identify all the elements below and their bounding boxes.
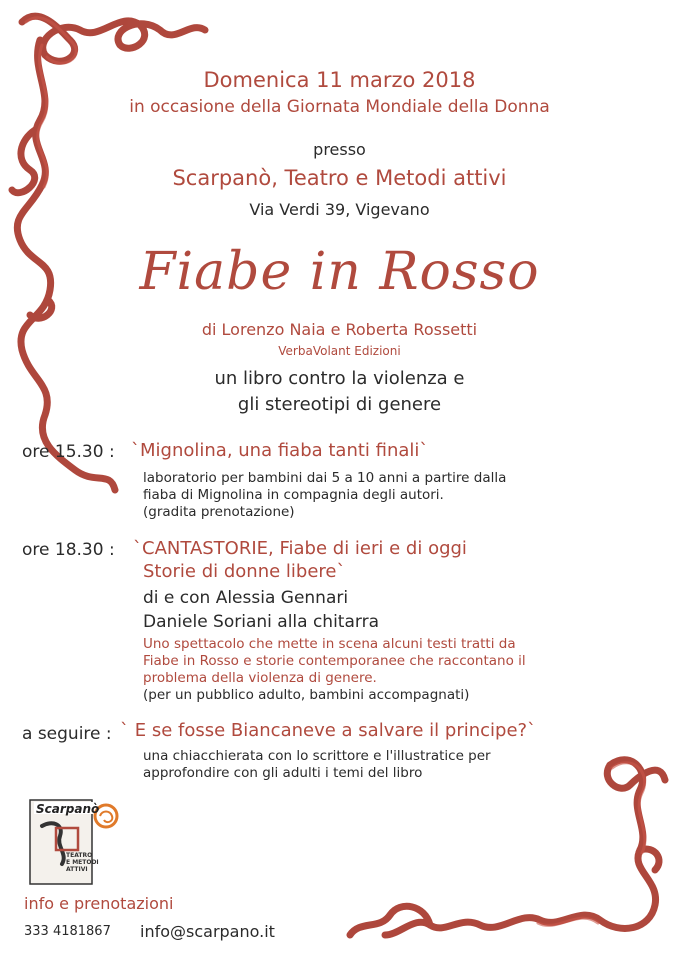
desc-line: approfondire con gli adulti i temi del libro [143,765,423,781]
schedule-desc-3 [143,748,491,782]
schedule-performer-1: di e con Alessia Gennari [143,588,349,608]
logo-subtitle [66,852,99,873]
schedule-title-2a: `CANTASTORIE, Fiabe di ieri e di oggi [133,538,467,559]
venue-name: Scarpanò, Teatro e Metodi attivi [172,166,507,190]
book-authors: di Lorenzo Naia e Roberta Rossetti [201,320,478,339]
desc-line: Fiabe in Rosso e storie contemporanee che raccontano il [143,653,526,669]
logo-sub-line: TEATRO [66,852,93,859]
schedule-time-2: ore 18.30 : [22,540,115,560]
schedule-title-3: ` E se fosse Biancaneve a salvare il principe?` [120,720,537,741]
schedule-title-2b: Storie di donne libere` [143,561,346,582]
info-label: info e prenotazioni [24,894,174,913]
desc-line: laboratorio per bambini dai 5 a 10 anni a partire dalla [143,470,507,486]
schedule-desc-1 [143,470,506,521]
schedule-time-1: ore 15.30 : [22,442,115,462]
scarpano-logo [26,796,126,888]
event-date: Domenica 11 marzo 2018 [203,68,476,92]
schedule-time-3: a seguire : [22,724,112,744]
logo-sub-line: ATTIVI [66,866,88,873]
schedule-performer-2: Daniele Soriani alla chitarra [143,612,379,632]
book-title: Fiabe in Rosso [139,242,540,302]
desc-line: (gradita prenotazione) [143,504,295,520]
desc-line: Uno spettacolo che mette in scena alcuni testi tratti da [143,636,516,652]
book-publisher: VerbaVolant Edizioni [278,344,401,358]
book-tagline-1: un libro contro la violenza e [214,368,465,389]
logo-sub-line: E METODI [66,859,99,866]
desc-line: fiaba di Mignolina in compagnia degli autori. [143,487,444,503]
book-tagline-2: gli stereotipi di genere [237,394,442,415]
presso-label: presso [313,140,366,159]
logo-name: Scarpanò [36,802,100,816]
contact-phone[interactable]: 333 4181867 [24,924,111,939]
desc-line: (per un pubblico adulto, bambini accompagnati) [143,687,470,703]
schedule-desc-2 [143,636,526,704]
contact-email[interactable]: info@scarpano.it [140,922,275,941]
venue-address: Via Verdi 39, Vigevano [249,200,430,219]
desc-line: una chiacchierata con lo scrittore e l'illustratice per [143,748,491,764]
schedule-title-1: `Mignolina, una fiaba tanti finali` [131,440,429,461]
event-occasion: in occasione della Giornata Mondiale della Donna [129,97,550,117]
desc-line: problema della violenza di genere. [143,670,377,686]
